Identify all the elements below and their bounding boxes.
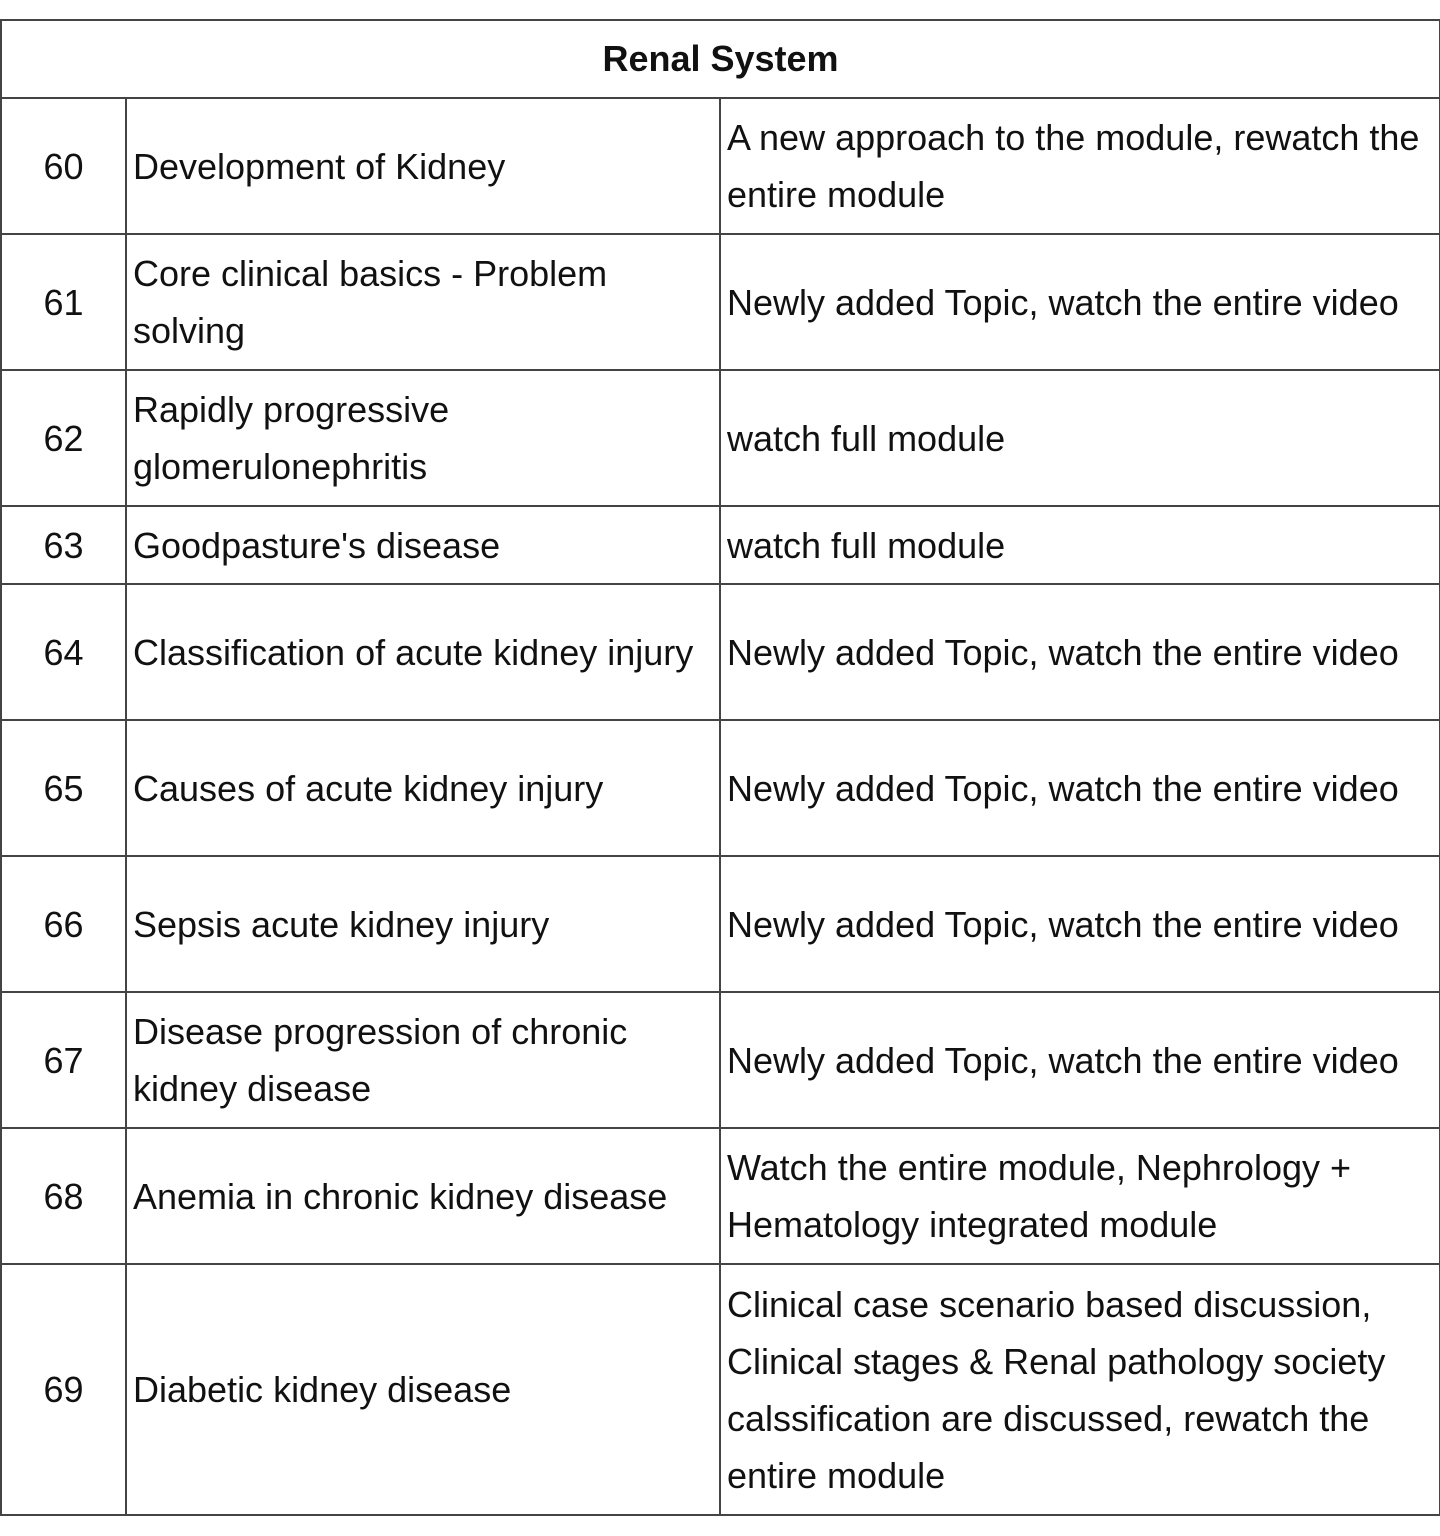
topic-note: A new approach to the module, rewatch the entire module	[720, 98, 1440, 234]
table-title-row	[1, 20, 1440, 98]
topic-note: Newly added Topic, watch the entire video	[720, 720, 1440, 856]
table-row	[1, 992, 1440, 1128]
topic-number: 69	[1, 1264, 126, 1515]
table-row	[1, 856, 1440, 992]
topic-name: Sepsis acute kidney injury	[126, 856, 720, 992]
topic-number: 62	[1, 370, 126, 506]
topic-note: Newly added Topic, watch the entire video	[720, 234, 1440, 370]
table-row	[1, 1264, 1440, 1515]
table-row	[1, 1128, 1440, 1264]
topic-name: Rapidly progressive glomerulonephritis	[126, 370, 720, 506]
topic-note: watch full module	[720, 370, 1440, 506]
topic-number: 65	[1, 720, 126, 856]
table-row	[1, 234, 1440, 370]
topic-number: 68	[1, 1128, 126, 1264]
topic-note: Watch the entire module, Nephrology + Hematology integrated module	[720, 1128, 1440, 1264]
table-row	[1, 370, 1440, 506]
table-title: Renal System	[1, 20, 1440, 98]
table-row	[1, 506, 1440, 584]
topic-number: 60	[1, 98, 126, 234]
topic-number: 66	[1, 856, 126, 992]
topic-name: Anemia in chronic kidney disease	[126, 1128, 720, 1264]
topic-name: Development of Kidney	[126, 98, 720, 234]
topic-note: Newly added Topic, watch the entire video	[720, 992, 1440, 1128]
table-row	[1, 584, 1440, 720]
topic-note: Newly added Topic, watch the entire video	[720, 856, 1440, 992]
topic-note: Newly added Topic, watch the entire video	[720, 584, 1440, 720]
topic-name: Diabetic kidney disease	[126, 1264, 720, 1515]
topic-number: 64	[1, 584, 126, 720]
topic-name: Goodpasture's disease	[126, 506, 720, 584]
renal-system-table	[0, 19, 1440, 1516]
table-row	[1, 98, 1440, 234]
table-row	[1, 720, 1440, 856]
topic-name: Causes of acute kidney injury	[126, 720, 720, 856]
topic-name: Disease progression of chronic kidney disease	[126, 992, 720, 1128]
topic-name: Classification of acute kidney injury	[126, 584, 720, 720]
topic-name: Core clinical basics - Problem solving	[126, 234, 720, 370]
topic-note: watch full module	[720, 506, 1440, 584]
topic-number: 61	[1, 234, 126, 370]
topic-note: Clinical case scenario based discussion, Clinical stages & Renal pathology society calssification are discussed, rewatch the entire module	[720, 1264, 1440, 1515]
topic-number: 63	[1, 506, 126, 584]
topic-number: 67	[1, 992, 126, 1128]
